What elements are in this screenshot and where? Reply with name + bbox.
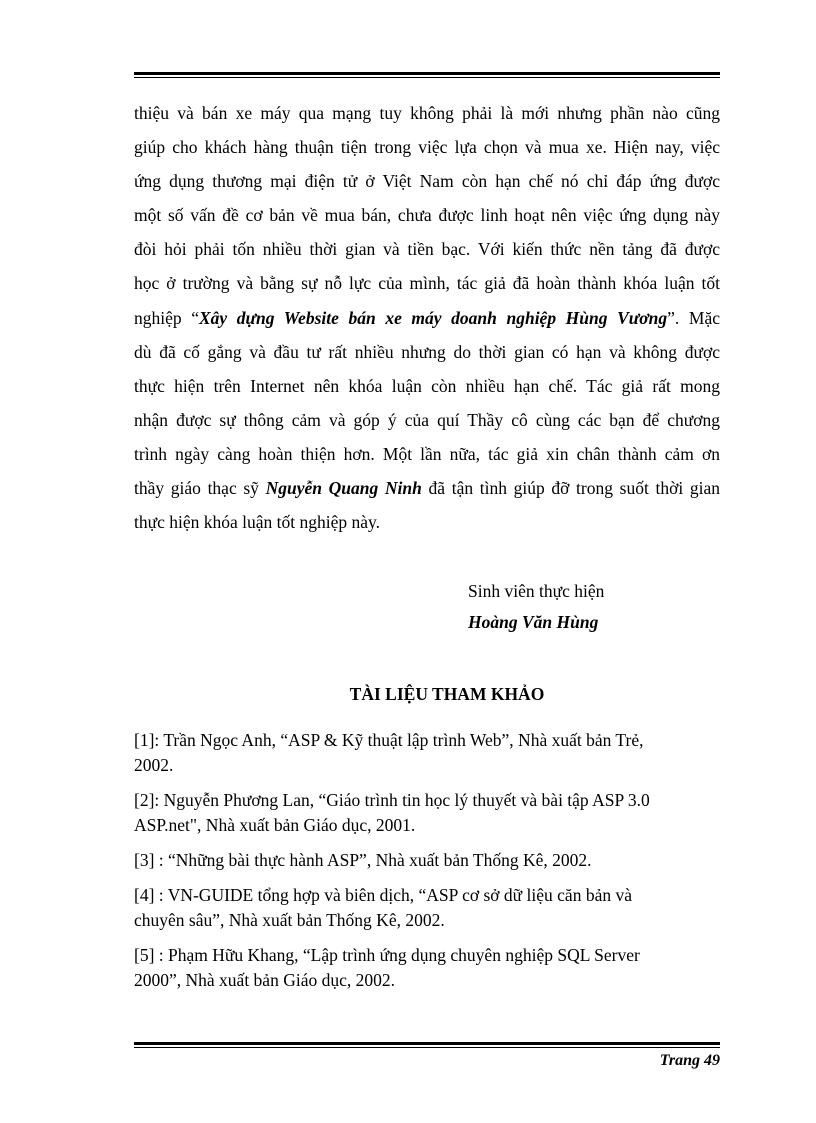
reference-line: [1]: Trần Ngọc Anh, “ASP & Kỹ thuật lập trình Web”, Nhà xuất bản Trẻ, xyxy=(134,730,644,750)
thesis-title: Xây dựng Website bán xe máy doanh nghiệp Hùng Vương xyxy=(199,307,668,328)
reference-item xyxy=(134,883,720,933)
references-title: TÀI LIỆU THAM KHẢO xyxy=(349,684,545,704)
body-paragraph xyxy=(134,96,720,539)
text-run: ”. Mặc xyxy=(667,307,720,328)
paragraph-line: trình ngày càng hoàn thiện hơn. Một lần nữa, tác giả xin chân thành cảm ơn xyxy=(134,443,720,464)
page-number: Trang 49 xyxy=(659,1052,720,1069)
reference-line: chuyên sâu”, Nhà xuất bản Thống Kê, 2002. xyxy=(134,910,445,930)
paragraph-line: thiệu và bán xe máy qua mạng tuy không phải là mới nhưng phần nào cũng xyxy=(134,103,720,123)
text-run: thầy giáo thạc sỹ xyxy=(134,478,266,499)
reference-line: [4] : VN-GUIDE tổng hợp và biên dịch, “ASP cơ sở dữ liệu căn bản và xyxy=(134,885,632,905)
reference-line: [5] : Phạm Hữu Khang, “Lập trình ứng dụng chuyên nghiệp SQL Server xyxy=(134,945,640,965)
signature-block xyxy=(468,576,604,638)
paragraph-line: ứng dụng thương mại điện tử ở Việt Nam còn hạn chế nó chỉ đáp ứng được xyxy=(134,171,720,192)
signature-name: Hoàng Văn Hùng xyxy=(468,612,599,632)
reference-line: [3] : “Những bài thực hành ASP”, Nhà xuất bản Thống Kê, 2002. xyxy=(134,850,592,870)
paragraph-line: nhận được sự thông cảm và góp ý của quí Thầy cô cùng các bạn để chương xyxy=(134,409,720,430)
paragraph-line: đòi hỏi phải tốn nhiều thời gian và tiền bạc. Với kiến thức nền tảng đã được xyxy=(134,239,720,260)
reference-line: 2002. xyxy=(134,755,174,775)
reference-item xyxy=(134,728,720,778)
paragraph-line: dù đã cố gắng và đầu tư rất nhiều nhưng do thời gian có hạn và không được xyxy=(134,341,720,362)
footer-rule xyxy=(134,1042,720,1048)
reference-line: [2]: Nguyễn Phương Lan, “Giáo trình tin học lý thuyết và bài tập ASP 3.0 xyxy=(134,790,650,810)
signature-role: Sinh viên thực hiện xyxy=(468,581,605,601)
text-run: đã tận tình giúp đỡ trong suốt thời gian xyxy=(421,478,720,499)
advisor-name: Nguyễn Quang Ninh xyxy=(265,478,422,499)
paragraph-line-advisor xyxy=(134,471,720,505)
reference-line: ASP.net", Nhà xuất bản Giáo dục, 2001. xyxy=(134,815,416,835)
paragraph-line: học ở trường và bằng sự nỗ lực của mình, tác giả đã hoàn thành khóa luận tốt xyxy=(134,273,720,294)
paragraph-line: giúp cho khách hàng thuận tiện trong việc lựa chọn và mua xe. Hiện nay, việc xyxy=(134,137,720,158)
text-run: nghiệp “ xyxy=(134,307,199,328)
header-rule xyxy=(134,72,720,78)
reference-item xyxy=(134,788,720,838)
paragraph-line: thực hiện khóa luận tốt nghiệp này. xyxy=(134,512,380,533)
paragraph-line: một số vấn đề cơ bản về mua bán, chưa được linh hoạt nên việc ứng dụng này xyxy=(134,205,720,226)
reference-item xyxy=(134,848,720,873)
references-list xyxy=(134,728,720,1003)
paragraph-line-thesis xyxy=(134,301,720,335)
reference-line: 2000”, Nhà xuất bản Giáo dục, 2002. xyxy=(134,970,395,990)
paragraph-line: thực hiện trên Internet nên khóa luận còn nhiều hạn chế. Tác giả rất mong xyxy=(134,375,720,396)
reference-item xyxy=(134,943,720,993)
